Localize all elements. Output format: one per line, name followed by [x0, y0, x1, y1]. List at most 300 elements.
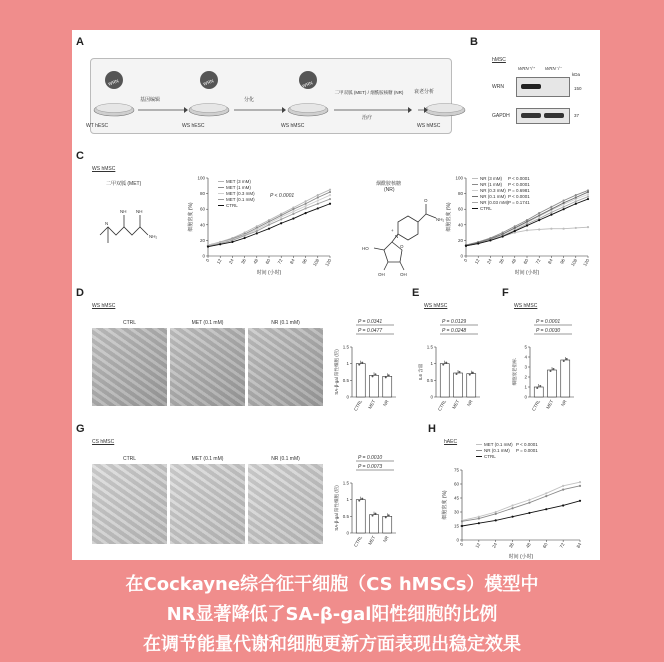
y-tick-label: 75 [453, 467, 459, 473]
y-tick-label: 0 [524, 394, 527, 400]
data-point [528, 512, 530, 514]
data-point [511, 504, 513, 506]
data-dot [442, 364, 444, 366]
data-point [305, 207, 307, 209]
legend-entry: CTRL [484, 454, 496, 459]
data-point [495, 513, 497, 515]
caption-line-2: NR显著降低了SA-β-gal阳性细胞的比例 [166, 604, 498, 625]
dish-inner-4 [427, 104, 463, 113]
y-tick-label: 4 [524, 354, 527, 360]
data-point [538, 228, 540, 230]
data-point [563, 228, 565, 230]
x-tick-label: 84 [546, 258, 554, 265]
y-tick-label: 1 [430, 361, 433, 367]
y-tick-label: 1 [346, 361, 349, 367]
panel-g-subtitle: CS hMSC [92, 439, 115, 445]
x-tick-label: 60 [541, 542, 549, 549]
data-point [461, 520, 463, 522]
arrow-3-label: 二甲双胍 (MET) / 烟酰胺核糖 (NR) [334, 90, 404, 95]
nr-nh2: NH₂ [436, 217, 445, 222]
data-point [587, 198, 589, 200]
arrow-3-sublabel: 治疗 [362, 115, 373, 121]
d-image-nr-label: NR (0.1 mM) [271, 320, 300, 326]
data-dot [361, 362, 363, 364]
y-tick-label: 0 [456, 537, 459, 543]
stage-1-badge: WRN [107, 78, 120, 87]
met-molecule [94, 195, 174, 255]
data-point [563, 200, 565, 202]
g-image-ctrl [92, 464, 167, 544]
nr-oh-1: OH [378, 272, 385, 277]
y-tick-label: 0.5 [342, 513, 349, 519]
data-point [526, 224, 528, 226]
y-axis-label: 细胞衰老指标 [512, 358, 517, 386]
y-tick-label: 1 [346, 497, 349, 503]
x-tick-label: 120 [324, 258, 333, 268]
bar [467, 374, 476, 397]
met-nh-1: NH [120, 209, 127, 214]
y-axis-label: IL6 含量 [418, 363, 423, 381]
data-point [538, 219, 540, 221]
data-dot [361, 498, 363, 500]
data-point [305, 200, 307, 202]
y-tick-label: 0 [346, 394, 349, 400]
x-tick-label: 72 [558, 542, 566, 549]
y-tick-label: 100 [455, 175, 463, 181]
legend-entry: MET (0.1 mM) [484, 442, 513, 447]
data-point [511, 516, 513, 518]
legend-p-value: P = 0.1741 [508, 200, 530, 205]
y-axis-label: 细胞密度 (%) [188, 202, 194, 232]
y-tick-label: 80 [457, 191, 463, 197]
panel-label-e: E [412, 287, 420, 299]
met-nh2: NH₂ [149, 234, 158, 239]
data-point [244, 237, 246, 239]
x-tick-label: 36 [498, 258, 505, 265]
data-dot [536, 387, 538, 389]
nr-plus: + [391, 228, 394, 233]
data-point [495, 519, 497, 521]
data-point [562, 485, 564, 487]
y-tick-label: 1.5 [342, 480, 349, 486]
data-point [292, 208, 294, 210]
category-label: CTRL [352, 399, 364, 412]
data-point [256, 232, 258, 234]
f-bar-chart [508, 315, 596, 420]
data-point [280, 222, 282, 224]
data-point [579, 500, 581, 502]
legend-p-value: P < 0.0001 [508, 182, 530, 187]
category-label: NR [382, 535, 390, 544]
g-image-ctrl-label: CTRL [122, 456, 137, 462]
category-label: NR [466, 399, 474, 408]
category-label: MET [367, 399, 377, 410]
band-gapdh-lane1 [521, 113, 541, 118]
p-value-annotation: P = 0.0001 [536, 319, 561, 325]
data-dot [375, 373, 377, 375]
x-tick-label: 72 [276, 258, 284, 265]
met-bonds [100, 227, 148, 235]
nr-bond-7 [400, 262, 404, 270]
y-tick-label: 2 [524, 374, 527, 380]
category-label: MET [367, 535, 377, 546]
data-point [280, 218, 282, 220]
data-point [575, 194, 577, 196]
legend-p-value: P < 0.0001 [508, 176, 530, 181]
x-tick-label: 84 [575, 542, 583, 549]
nr-bond-6 [384, 262, 388, 270]
panel-f-subtitle: WS hMSC [514, 303, 538, 309]
panel-h-subtitle: hAEC [444, 439, 458, 445]
p-value-annotation: P = 0.0129 [442, 319, 467, 325]
caption-line-1: 在Cockayne综合征干细胞（CS hMSCs）模型中 [125, 574, 539, 595]
category-label: MET [451, 399, 461, 410]
blot-wrn [516, 77, 570, 97]
data-dot [539, 385, 541, 387]
nr-abbr: (NR) [384, 187, 395, 193]
x-tick-label: 48 [252, 258, 260, 265]
bar [454, 373, 463, 397]
p-value-annotation: P = 0.0030 [536, 328, 561, 334]
data-point [511, 507, 513, 509]
x-axis-label: 时间 (小时) [508, 554, 534, 560]
data-point [550, 211, 552, 213]
data-dot [472, 372, 474, 374]
x-tick-label: 0 [204, 258, 211, 263]
x-tick-label: 12 [474, 542, 482, 549]
y-tick-label: 20 [199, 237, 205, 243]
nr-oh-2: OH [400, 272, 407, 277]
d-image-met-label: MET (0.1 mM) [191, 320, 224, 326]
data-point [528, 499, 530, 501]
g-bar-chart [330, 451, 410, 556]
panel-label-d: D [76, 287, 84, 299]
data-dot [459, 371, 461, 373]
stage-1-name: WT hESC [86, 123, 109, 129]
legend-entry: MET (0.1 mM) [226, 197, 255, 202]
legend-entry: MET (0.3 mM) [226, 191, 255, 196]
nr-o-2: O [400, 244, 404, 249]
legend-p-value: P < 0.0001 [508, 194, 530, 199]
data-dot [563, 360, 565, 362]
d-image-met [170, 328, 245, 406]
data-point [579, 481, 581, 483]
y-tick-label: 1 [524, 384, 527, 390]
data-point [329, 194, 331, 196]
data-point [478, 522, 480, 524]
data-point [587, 191, 589, 193]
x-tick-label: 60 [522, 258, 530, 265]
x-tick-label: 12 [473, 258, 481, 265]
legend-entry: NR (0.03 mM) [480, 200, 509, 205]
data-point [579, 485, 581, 487]
nr-o-1: O [424, 198, 428, 203]
bar [356, 364, 365, 397]
data-dot [566, 358, 568, 360]
d-image-nr [248, 328, 323, 406]
x-tick-label: 12 [215, 258, 223, 265]
panel-b-subtitle: hMSC [492, 57, 506, 63]
y-axis-label: 细胞密度 (%) [442, 490, 448, 520]
blot-row-wrn: WRN [492, 84, 504, 90]
x-tick-label: 24 [491, 542, 499, 549]
nr-bond-5 [374, 248, 384, 250]
category-label: MET [545, 399, 555, 410]
data-point [317, 203, 319, 205]
data-point [526, 221, 528, 223]
y-axis-label: SA-β-gal 阳性细胞 (倍) [334, 485, 339, 531]
dish-inner-2 [191, 104, 227, 113]
data-point [317, 200, 319, 202]
kda-unit: kDa [572, 72, 581, 77]
category-label: NR [560, 399, 568, 408]
stage-3-name: WS hMSC [281, 123, 305, 129]
h-growth-chart [442, 440, 592, 558]
nr-name: 烟酰胺核糖 [376, 181, 402, 187]
data-point [268, 228, 270, 230]
y-axis-label: 细胞密度 (%) [446, 202, 452, 232]
data-point [317, 207, 319, 209]
data-dot [375, 513, 377, 515]
bar [370, 515, 379, 533]
category-label: CTRL [436, 399, 448, 412]
data-point [329, 198, 331, 200]
x-tick-label: 48 [510, 258, 518, 265]
data-point [550, 228, 552, 230]
y-tick-label: 60 [199, 206, 205, 212]
nr-growth-chart [448, 172, 598, 280]
legend-p-value: P < 0.0001 [516, 442, 538, 447]
data-point [562, 489, 564, 491]
panel-label-a: A [76, 36, 84, 48]
x-tick-label: 36 [508, 542, 515, 549]
data-point [478, 517, 480, 519]
data-point [514, 227, 516, 229]
arrowhead-3 [408, 107, 412, 113]
bar [383, 516, 392, 533]
data-point [563, 206, 565, 208]
x-tick-label: 120 [582, 258, 591, 268]
stage-2-name: WS hESC [182, 123, 205, 129]
met-name: 二甲双胍 (MET) [106, 181, 142, 187]
y-tick-label: 45 [453, 495, 459, 501]
y-tick-label: 40 [199, 222, 205, 228]
data-point [514, 230, 516, 232]
data-point [562, 504, 564, 506]
y-tick-label: 1.5 [426, 344, 433, 350]
x-tick-label: 0 [458, 542, 465, 547]
y-tick-label: 5 [524, 344, 527, 350]
panel-e-subtitle: WS hMSC [424, 303, 448, 309]
panel-label-h: H [428, 423, 436, 435]
data-point [207, 246, 209, 248]
panel-label-g: G [76, 423, 85, 435]
data-dot [388, 514, 390, 516]
p-value-annotation: P < 0.0001 [270, 193, 295, 199]
band-wrn-lane1 [521, 84, 541, 89]
x-tick-label: 24 [485, 258, 493, 265]
data-point [538, 214, 540, 216]
nr-n: N [395, 234, 399, 239]
data-dot [388, 374, 390, 376]
bar [440, 364, 449, 397]
data-dot [372, 515, 374, 517]
data-point [575, 196, 577, 198]
arrow-2-label: 分化 [244, 97, 255, 103]
legend-entry: NR (1 mM) [480, 182, 502, 187]
caption-line-3: 在调节能量代谢和细胞更新方面表现出稳定效果 [143, 634, 521, 655]
data-point [502, 235, 504, 237]
figure-panel [72, 30, 600, 560]
kda-150: 150 [574, 86, 582, 91]
panel-label-b: B [470, 36, 478, 48]
legend-entry: NR (0.1 mM) [484, 448, 510, 453]
y-tick-label: 15 [453, 523, 459, 529]
bar [561, 360, 570, 397]
data-point [465, 245, 467, 247]
d-image-ctrl [92, 328, 167, 406]
d-image-ctrl-label: CTRL [122, 320, 137, 326]
legend-entry: NR (0.3 mM) [480, 188, 506, 193]
legend-entry: NR (3 mM) [480, 176, 502, 181]
data-point [317, 194, 319, 196]
y-tick-label: 0.5 [342, 377, 349, 383]
x-tick-label: 72 [534, 258, 542, 265]
data-point [545, 495, 547, 497]
arrow-1-label: 基因编辑 [140, 97, 161, 103]
bar [370, 375, 379, 397]
data-point [575, 203, 577, 205]
data-point [305, 205, 307, 207]
data-point [550, 208, 552, 210]
data-point [587, 193, 589, 195]
data-dot [553, 368, 555, 370]
dish-inner-3 [290, 104, 326, 113]
g-image-met-label: MET (0.1 mM) [191, 456, 224, 462]
data-dot [358, 500, 360, 502]
x-tick-label: 60 [264, 258, 272, 265]
band-gapdh-lane2 [544, 113, 564, 118]
x-tick-label: 36 [240, 258, 247, 265]
data-point [575, 227, 577, 229]
category-label: NR [382, 399, 390, 408]
data-point [292, 210, 294, 212]
stage-2-badge: WRN [202, 78, 215, 87]
x-axis-label: 时间 (小时) [256, 270, 282, 276]
data-point [329, 203, 331, 205]
y-tick-label: 0 [202, 253, 205, 259]
data-point [575, 200, 577, 202]
p-value-annotation: P = 0.0073 [358, 464, 383, 470]
data-point [550, 206, 552, 208]
data-dot [385, 376, 387, 378]
x-tick-label: 108 [312, 258, 321, 268]
data-dot [550, 370, 552, 372]
data-point [526, 229, 528, 231]
legend-entry: CTRL [480, 206, 492, 211]
data-point [292, 217, 294, 219]
x-tick-label: 48 [524, 542, 532, 549]
y-tick-label: 100 [197, 175, 205, 181]
data-point [461, 525, 463, 527]
blot-row-gapdh: GAPDH [492, 113, 510, 119]
panel-d-subtitle: WS hMSC [92, 303, 116, 309]
nr-bond-3 [426, 214, 436, 218]
legend-p-value: P = 0.0001 [516, 448, 538, 453]
y-tick-label: 30 [453, 509, 459, 515]
p-value-annotation: P = 0.0477 [358, 328, 383, 334]
lane-2-label: WRN⁻/⁻ [545, 66, 562, 71]
y-tick-label: 0 [460, 253, 463, 259]
kda-37: 37 [574, 113, 580, 118]
panel-label-c: C [76, 150, 84, 162]
stage-4-name: WS hMSC [417, 123, 441, 129]
data-point [268, 224, 270, 226]
y-tick-label: 60 [457, 206, 463, 212]
blot-gapdh [516, 108, 570, 124]
data-point [305, 203, 307, 205]
g-image-met [170, 464, 245, 544]
data-point [329, 189, 331, 191]
series-line [462, 501, 580, 526]
y-tick-label: 0 [346, 530, 349, 536]
dish-inner-1 [96, 104, 132, 113]
p-value-annotation: P = 0.0010 [358, 455, 383, 461]
data-point [477, 242, 479, 244]
data-point [292, 213, 294, 215]
y-tick-label: 20 [457, 237, 463, 243]
d-bar-chart [330, 315, 410, 420]
x-tick-label: 0 [462, 258, 469, 263]
bar [356, 500, 365, 533]
x-tick-label: 84 [288, 258, 296, 265]
y-tick-label: 0.5 [426, 377, 433, 383]
data-dot [358, 364, 360, 366]
data-point [317, 196, 319, 198]
data-point [280, 216, 282, 218]
y-tick-label: 60 [453, 481, 459, 487]
data-point [587, 196, 589, 198]
category-label: CTRL [352, 535, 364, 548]
y-tick-label: 80 [199, 191, 205, 197]
x-tick-label: 96 [301, 258, 308, 265]
data-point [563, 208, 565, 210]
legend-entry: MET (3 mM) [226, 179, 251, 184]
data-point [538, 212, 540, 214]
legend-p-value: P = 0.6981 [508, 188, 530, 193]
y-axis-label: SA-β-gal 阳性细胞 (倍) [334, 349, 339, 395]
data-dot [385, 516, 387, 518]
data-point [545, 508, 547, 510]
data-point [256, 230, 258, 232]
arrow-4-label: 衰老分析 [414, 89, 435, 95]
data-point [231, 241, 233, 243]
legend-entry: NR (0.1 mM) [480, 194, 506, 199]
x-tick-label: 96 [559, 258, 566, 265]
data-dot [456, 373, 458, 375]
bar [383, 376, 392, 397]
bar [534, 387, 543, 397]
panel-label-f: F [502, 287, 509, 299]
x-axis-label: 时间 (小时) [514, 270, 540, 276]
data-point [528, 502, 530, 504]
data-dot [469, 374, 471, 376]
y-tick-label: 40 [457, 222, 463, 228]
data-dot [445, 362, 447, 364]
arrowhead-2 [282, 107, 286, 113]
arrowhead-1 [184, 107, 188, 113]
p-value-annotation: P = 0.0248 [442, 328, 467, 334]
